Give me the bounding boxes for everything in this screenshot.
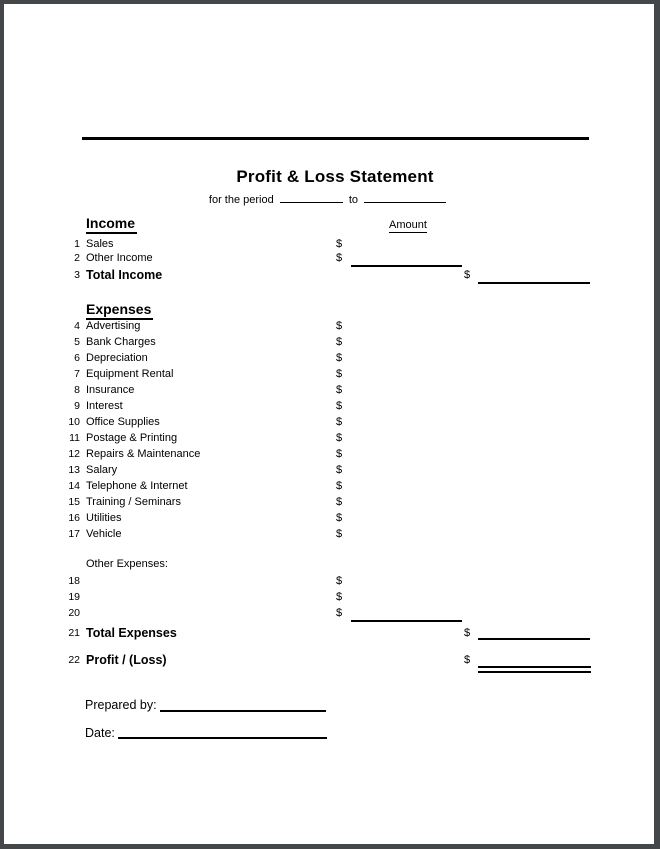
dollar-sign: $ <box>336 336 343 348</box>
row-label: Postage & Printing <box>86 432 178 444</box>
dollar-sign: $ <box>336 252 343 264</box>
row-label: Bank Charges <box>86 336 156 348</box>
dollar-sign: $ <box>336 432 343 444</box>
row-number: 1 <box>74 238 80 250</box>
row-label: Total Income <box>86 268 163 282</box>
row-label: Other Income <box>86 252 153 264</box>
row-salary <box>4 463 654 477</box>
row-number: 11 <box>69 432 80 444</box>
row-label: Insurance <box>86 384 135 396</box>
dollar-sign: $ <box>464 627 471 639</box>
period-connector: to <box>348 194 359 206</box>
expenses-heading: Expenses <box>86 301 153 320</box>
other-expenses-subtotal-line <box>351 620 462 622</box>
row-label: Utilities <box>86 512 122 524</box>
dollar-sign: $ <box>336 400 343 412</box>
row-number: 9 <box>74 400 80 412</box>
dollar-sign: $ <box>336 384 343 396</box>
row-number: 2 <box>74 252 80 264</box>
dollar-sign: $ <box>336 448 343 460</box>
row-label: Equipment Rental <box>86 368 174 380</box>
row-other-expense-20 <box>4 606 654 620</box>
row-other-expense-19 <box>4 590 654 604</box>
dollar-sign: $ <box>464 269 471 281</box>
row-label: Sales <box>86 238 114 250</box>
row-number: 20 <box>68 607 80 619</box>
row-other-income <box>4 251 654 265</box>
dollar-sign: $ <box>336 575 343 587</box>
dollar-sign: $ <box>336 512 343 524</box>
row-interest <box>4 399 654 413</box>
row-label: Profit / (Loss) <box>86 653 167 667</box>
row-number: 6 <box>74 352 80 364</box>
date-line <box>118 737 327 739</box>
row-label: Depreciation <box>86 352 148 364</box>
prepared-by-label: Prepared by: <box>85 698 157 712</box>
dollar-sign: $ <box>336 496 343 508</box>
date-label: Date: <box>85 726 115 740</box>
dollar-sign: $ <box>336 528 343 540</box>
row-office-supplies <box>4 415 654 429</box>
row-number: 10 <box>68 416 80 428</box>
period-end-blank <box>364 191 446 203</box>
row-number: 13 <box>68 464 80 476</box>
row-number: 17 <box>68 528 80 540</box>
row-bank-charges <box>4 335 654 349</box>
row-number: 18 <box>68 575 80 587</box>
period-prefix: for the period <box>208 194 274 206</box>
row-label: Vehicle <box>86 528 122 540</box>
total-expenses-amount-line <box>478 638 590 640</box>
row-vehicle <box>4 527 654 541</box>
row-label: Interest <box>86 400 123 412</box>
row-number: 12 <box>68 448 80 460</box>
dollar-sign: $ <box>336 368 343 380</box>
row-number: 14 <box>68 480 80 492</box>
row-equipment-rental <box>4 367 654 381</box>
row-training-seminars <box>4 495 654 509</box>
income-subtotal-line <box>351 265 462 267</box>
dollar-sign: $ <box>336 607 343 619</box>
period-line <box>4 191 654 206</box>
income-heading: Income <box>86 215 137 234</box>
row-label: Office Supplies <box>86 416 160 428</box>
row-telephone-internet <box>4 479 654 493</box>
row-advertising <box>4 319 654 333</box>
row-number: 19 <box>68 591 80 603</box>
row-label: Telephone & Internet <box>86 480 188 492</box>
header-rule <box>82 137 589 140</box>
row-label: Advertising <box>86 320 141 332</box>
total-income-amount-line <box>478 282 590 284</box>
row-number: 3 <box>74 269 80 281</box>
dollar-sign: $ <box>336 416 343 428</box>
row-sales <box>4 237 654 251</box>
document-sheet <box>4 4 654 844</box>
prepared-by-line <box>160 710 326 712</box>
row-number: 21 <box>68 627 80 639</box>
row-number: 7 <box>74 368 80 380</box>
page-title: Profit & Loss Statement <box>236 167 434 186</box>
dollar-sign: $ <box>336 480 343 492</box>
row-utilities <box>4 511 654 525</box>
row-label: Training / Seminars <box>86 496 181 508</box>
dollar-sign: $ <box>336 238 343 250</box>
dollar-sign: $ <box>336 464 343 476</box>
dollar-sign: $ <box>336 591 343 603</box>
row-number: 4 <box>74 320 80 332</box>
row-number: 5 <box>74 336 80 348</box>
row-number: 15 <box>68 496 80 508</box>
row-number: 8 <box>74 384 80 396</box>
row-number: 22 <box>68 654 80 666</box>
amount-column-header: Amount <box>389 219 427 231</box>
other-expenses-heading: Other Expenses: <box>86 558 168 570</box>
dollar-sign: $ <box>336 352 343 364</box>
row-repairs-maintenance <box>4 447 654 461</box>
profit-loss-double-rule-bottom <box>478 671 591 673</box>
dollar-sign: $ <box>336 320 343 332</box>
profit-loss-double-rule-top <box>478 666 591 668</box>
period-start-blank <box>280 191 343 203</box>
row-label: Salary <box>86 464 118 476</box>
dollar-sign: $ <box>464 654 471 666</box>
row-total-income <box>4 268 654 283</box>
row-depreciation <box>4 351 654 365</box>
row-number: 16 <box>68 512 80 524</box>
row-label: Repairs & Maintenance <box>86 448 201 460</box>
row-insurance <box>4 383 654 397</box>
row-postage-printing <box>4 431 654 445</box>
row-other-expense-18 <box>4 574 654 588</box>
row-label: Total Expenses <box>86 626 177 640</box>
